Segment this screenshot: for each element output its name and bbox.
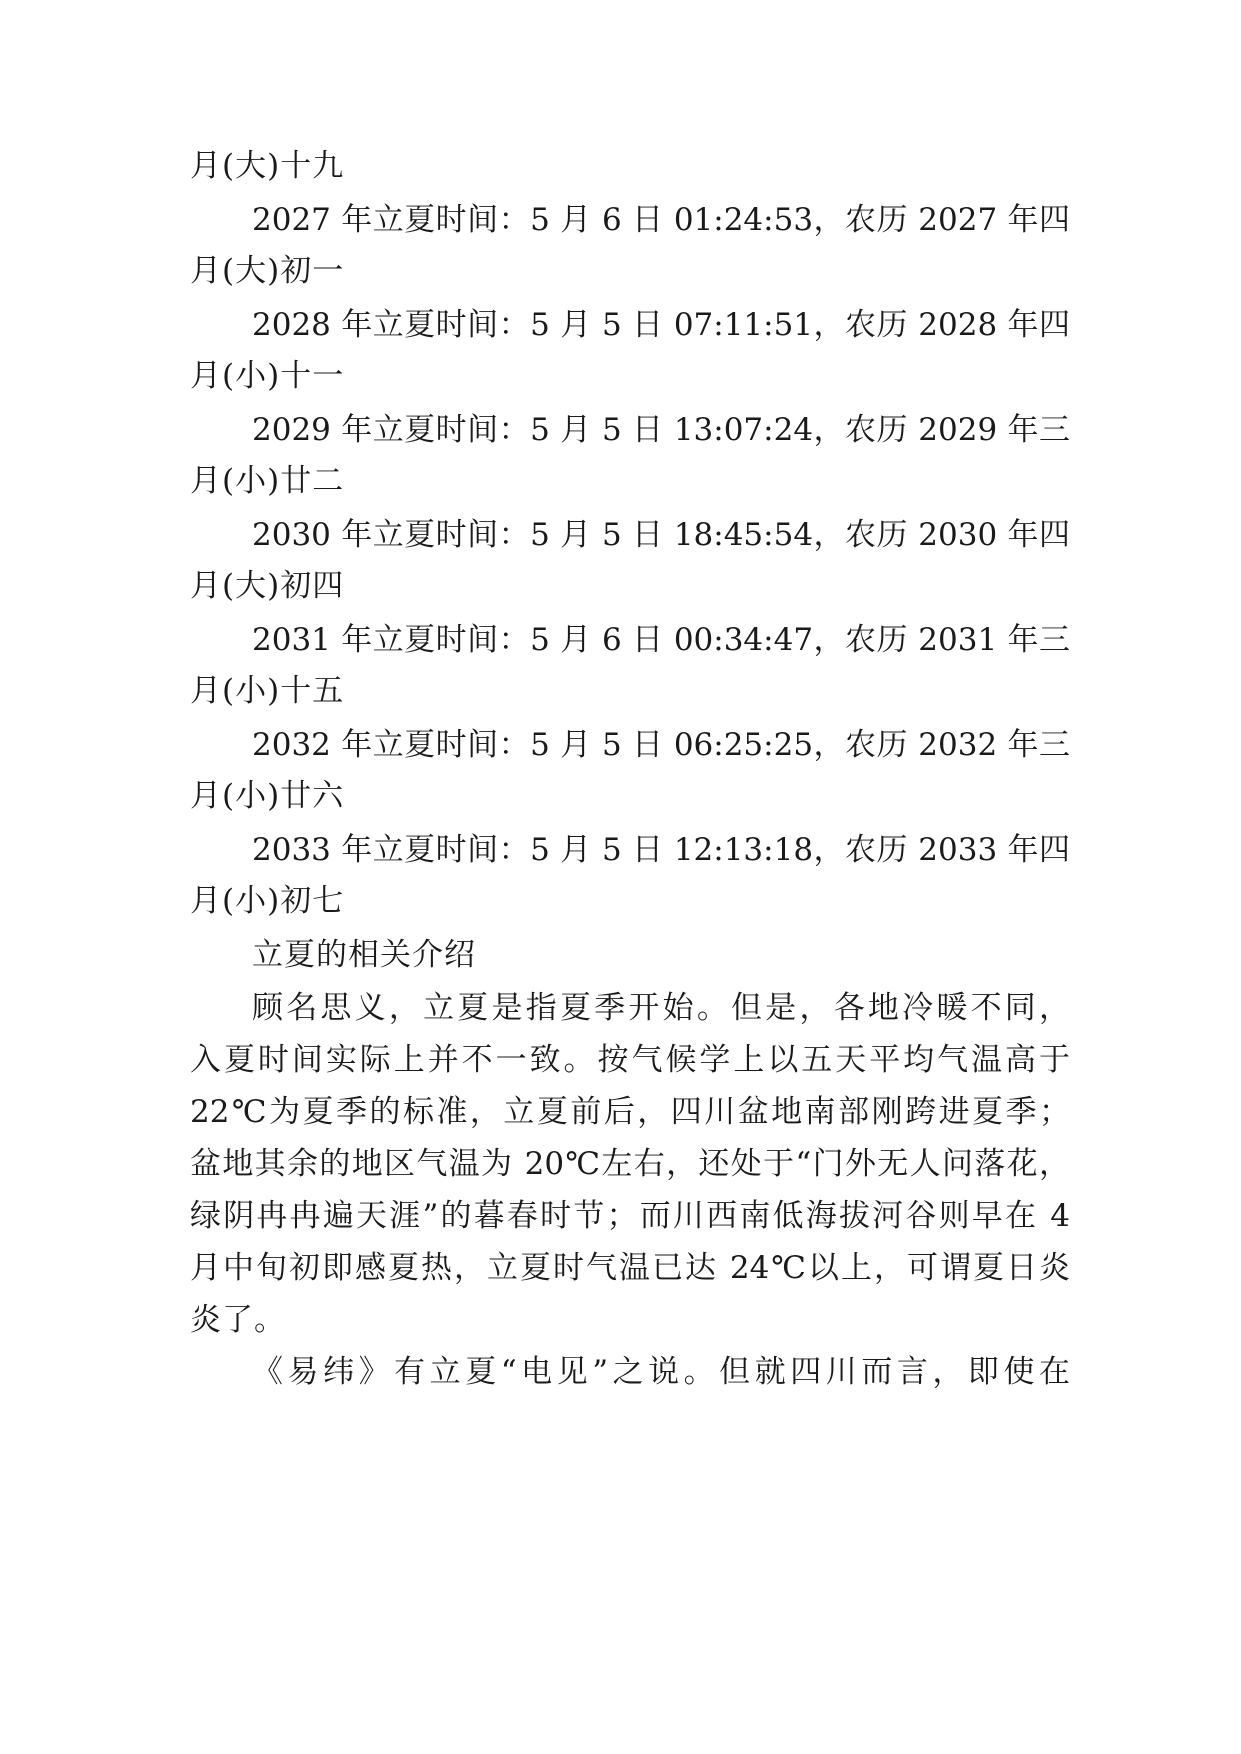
text-line: 月(小)廿二 [190,463,345,499]
text-line: 《易纬》有立夏“电见”之说。但就四川而言，即使在 [252,1354,1070,1390]
text-line: 2031 年立夏时间：5 月 6 日 00:34:47，农历 2031 年三 [252,622,1070,658]
text-line: 月(大)十九 [190,148,345,184]
text-line: 月中旬初即感夏热，立夏时气温已达 24℃以上，可谓夏日炎 [190,1250,1070,1286]
text-line: 月(小)十五 [190,673,345,709]
text-line: 2029 年立夏时间：5 月 5 日 13:07:24，农历 2029 年三 [252,412,1070,448]
text-line: 22℃为夏季的标准，立夏前后，四川盆地南部刚跨进夏季； [190,1094,1070,1130]
text-line: 月(小)十一 [190,358,345,394]
text-line: 2032 年立夏时间：5 月 5 日 06:25:25，农历 2032 年三 [252,727,1070,763]
text-line: 月(小)初七 [190,883,345,919]
text-line: 绿阴冉冉遍天涯”的暮春时节；而川西南低海拔河谷则早在 4 [190,1198,1070,1234]
text-line: 月(大)初四 [190,568,345,604]
text-line: 月(小)廿六 [190,778,345,814]
text-line: 2030 年立夏时间：5 月 5 日 18:45:54，农历 2030 年四 [252,517,1070,553]
text-line: 2033 年立夏时间：5 月 5 日 12:13:18，农历 2033 年四 [252,832,1070,868]
text-line: 炎了。 [190,1302,286,1338]
text-line: 2028 年立夏时间：5 月 5 日 07:11:51，农历 2028 年四 [252,307,1070,343]
text-line: 2027 年立夏时间：5 月 6 日 01:24:53，农历 2027 年四 [252,202,1070,238]
section-heading: 立夏的相关介绍 [252,937,476,973]
text-line: 入夏时间实际上并不一致。按气候学上以五天平均气温高于 [190,1042,1070,1078]
text-line: 顾名思义，立夏是指夏季开始。但是，各地冷暖不同， [252,990,1070,1026]
text-line: 月(大)初一 [190,253,345,289]
text-line: 盆地其余的地区气温为 20℃左右，还处于“门外无人问落花， [190,1146,1070,1182]
